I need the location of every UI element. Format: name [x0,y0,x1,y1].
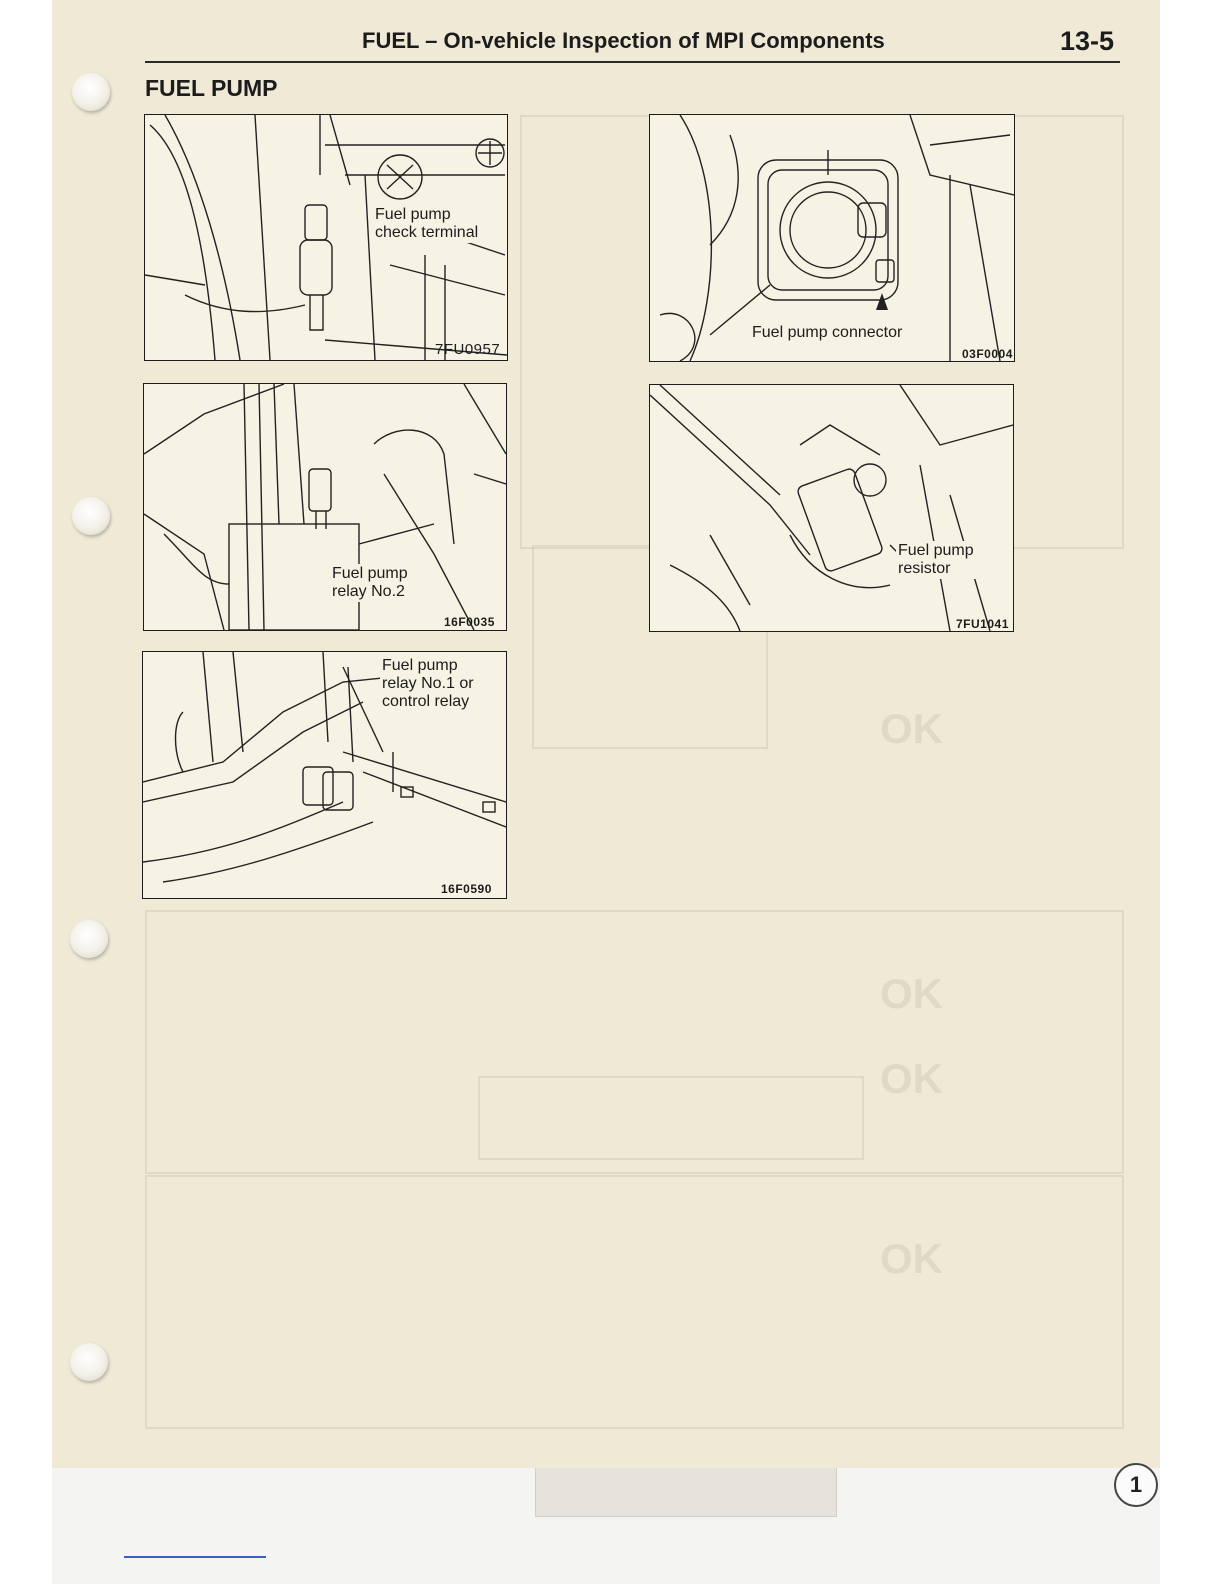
callout-fuel-pump-check-terminal: Fuel pump check terminal [375,206,479,241]
show-through-mark: OK [880,1235,943,1282]
figure-code: 16F0590 [441,882,492,896]
scan-tab [535,1468,837,1517]
figure-fuel-pump-relay-no2 [143,383,507,631]
show-through-mark: OK [880,970,943,1017]
figure-fuel-pump-check-terminal [144,114,508,361]
page-number: 13-5 [1060,26,1115,56]
figure-code: 03F0004 [962,347,1013,361]
callout-fuel-pump-relay-no1: Fuel pump relay No.1 or control relay [382,657,474,710]
binder-hole [70,920,108,958]
section-title: FUEL PUMP [145,75,278,101]
page-header-title: FUEL – On-vehicle Inspection of MPI Components [362,28,885,53]
corner-page-mark: 1 [1114,1463,1158,1507]
figure-fuel-pump-relay-no1 [142,651,507,899]
figure-fuel-pump-connector [649,114,1015,362]
illustration-relay-location [144,384,506,630]
header-rule [145,61,1120,63]
show-through-mark: OK [880,1055,943,1102]
show-through-box [478,1076,864,1160]
figure-code: 16F0035 [444,615,495,629]
figure-code: 7FU0957 [435,341,501,358]
show-through-mark: OK [880,705,943,752]
callout-fuel-pump-connector: Fuel pump connector [752,324,903,341]
figure-fuel-pump-resistor [649,384,1014,632]
scan-artifact-line [124,1556,266,1558]
show-through-box [145,1175,1124,1429]
binder-hole [72,497,110,535]
binder-hole [72,73,110,111]
illustration-resistor-location [650,385,1013,631]
binder-hole [70,1343,108,1381]
callout-fuel-pump-resistor: Fuel pump resistor [898,542,974,577]
callout-fuel-pump-relay-no2: Fuel pump relay No.2 [332,565,408,600]
figure-code: 7FU1041 [956,617,1009,631]
